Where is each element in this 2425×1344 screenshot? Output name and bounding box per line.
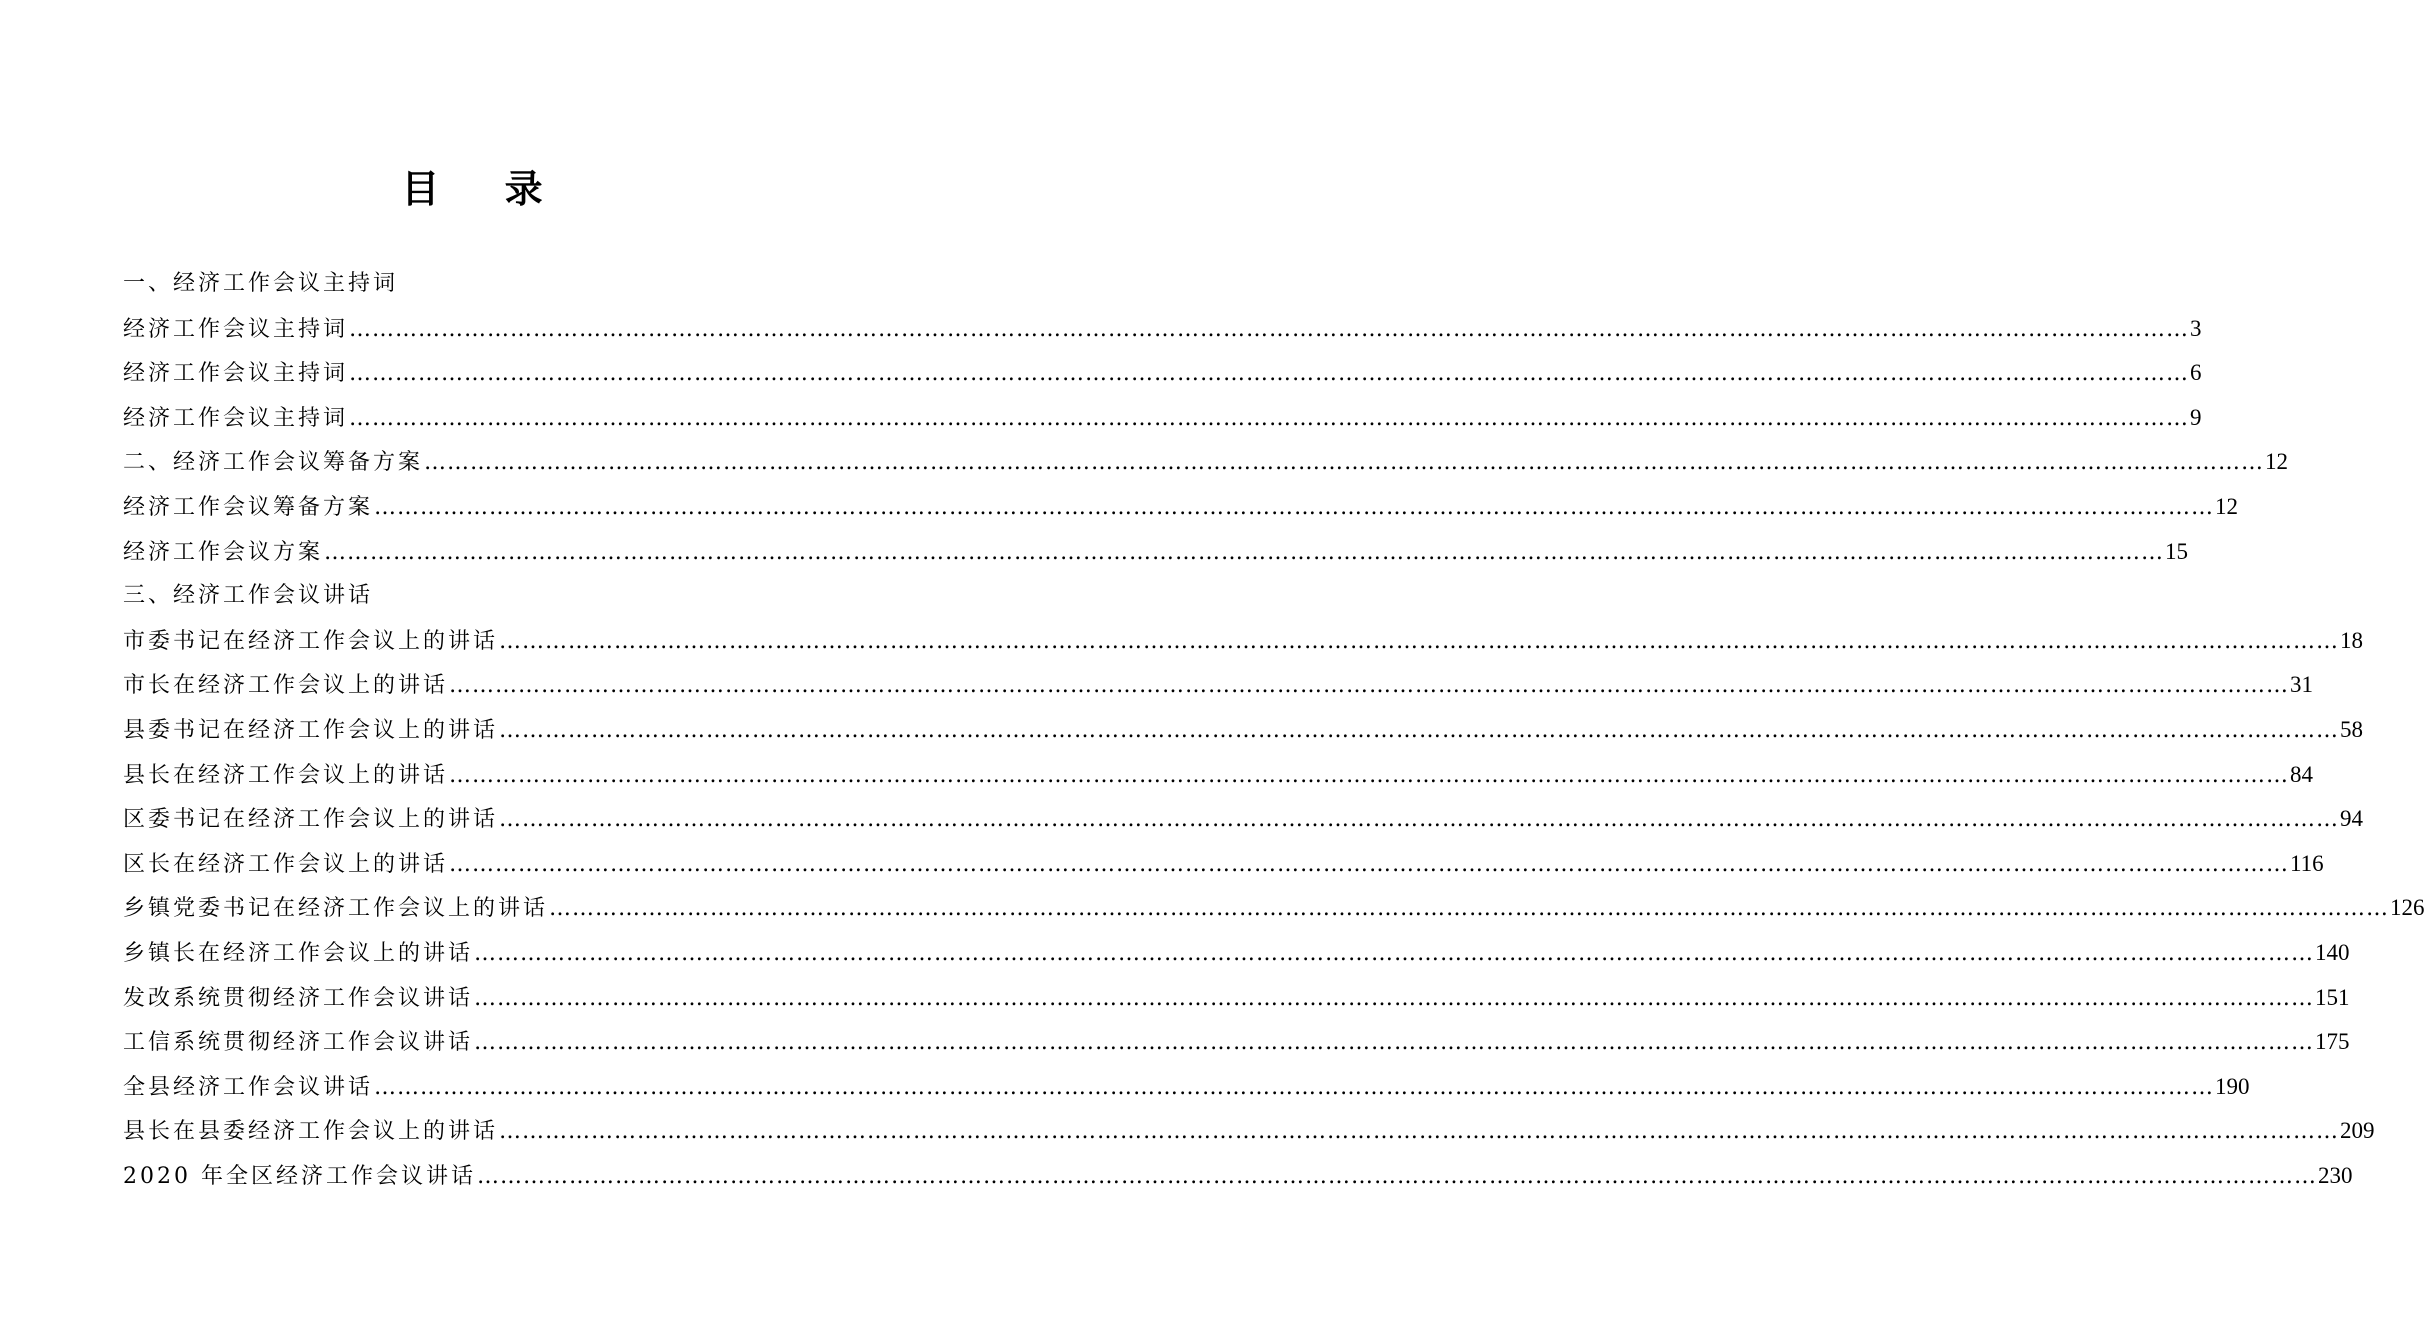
toc-entry[interactable] — [123, 1154, 2353, 1199]
toc-page-number: 31 — [2290, 672, 2314, 698]
toc-entry-title: 发改系统贯彻经济工作会议讲话 — [123, 985, 474, 1011]
toc-entry[interactable] — [123, 485, 2239, 530]
toc-entry-title: 乡镇长在经济工作会议上的讲话 — [123, 940, 474, 966]
toc-page-number: 18 — [2340, 627, 2364, 653]
toc-entry[interactable] — [123, 976, 2350, 1021]
toc-dot-leader: …………………………………………………………………………………………………………………………………………………………………………………………………………………… — [424, 450, 2265, 476]
toc-dot-leader: …………………………………………………………………………………………………………………………………………………………………………………………………………………… — [449, 851, 2290, 877]
toc-entry-title: 三、经济工作会议讲话 — [123, 583, 374, 609]
toc-entry-title: 县长在县委经济工作会议上的讲话 — [123, 1119, 499, 1145]
toc-page-number: 15 — [2165, 538, 2189, 564]
toc-entry-title: 区委书记在经济工作会议上的讲话 — [123, 807, 499, 833]
toc-page-number: 175 — [2315, 1029, 2350, 1055]
toc-page-number: 84 — [2290, 761, 2314, 787]
toc-entry[interactable] — [123, 440, 2289, 485]
toc-entry-title: 经济工作会议筹备方案 — [123, 494, 374, 520]
toc-page-number: 209 — [2340, 1118, 2375, 1144]
toc-page-number: 9 — [2190, 404, 2202, 430]
toc-dot-leader: …………………………………………………………………………………………………………………………………………………………………………………………………………………… — [374, 1074, 2215, 1100]
toc-entry-title: 工信系统贯彻经济工作会议讲话 — [123, 1030, 474, 1056]
toc-dot-leader: …………………………………………………………………………………………………………………………………………………………………………………………………………………… — [499, 807, 2340, 833]
toc-page-number: 116 — [2290, 850, 2324, 876]
toc-dot-leader: …………………………………………………………………………………………………………………………………………………………………………………………………………………… — [549, 896, 2390, 922]
toc-dot-leader: …………………………………………………………………………………………………………………………………………………………………………………………………………………… — [499, 717, 2340, 743]
toc-dot-leader: …………………………………………………………………………………………………………………………………………………………………………………………………………………… — [474, 1030, 2315, 1056]
toc-dot-leader: …………………………………………………………………………………………………………………………………………………………………………………………………………………… — [324, 539, 2165, 565]
toc-page-number: 151 — [2315, 984, 2350, 1010]
toc-section-heading[interactable] — [123, 262, 838, 307]
toc-dot-leader: …………………………………………………………………………………………………………………………………………………………………………………………………………………… — [349, 361, 2190, 387]
toc-entry-title: 全县经济工作会议讲话 — [123, 1074, 374, 1100]
toc-entry-title: 2020 年全区经济工作会议讲话 — [123, 1163, 476, 1189]
toc-entry-title: 经济工作会议方案 — [123, 539, 324, 565]
toc-entry[interactable] — [123, 1020, 2350, 1065]
toc-dot-leader: …………………………………………………………………………………………………………………………………………………………………………………………………………………… — [349, 405, 2190, 431]
toc-entry-title: 经济工作会议主持词 — [123, 361, 349, 387]
toc-page-number: 3 — [2190, 315, 2202, 341]
toc-dot-leader: …………………………………………………………………………………………………………………………………………………………………………………………………………………… — [499, 628, 2340, 654]
toc-page-number: 58 — [2340, 716, 2364, 742]
table-of-contents — [123, 262, 2425, 1198]
toc-page-number: 12 — [2265, 449, 2289, 475]
toc-dot-leader: …………………………………………………………………………………………………………………………………………………………………………………………………………………… — [476, 1163, 2317, 1189]
toc-dot-leader: …………………………………………………………………………………………………………………………………………………………………………………………………………………… — [474, 940, 2315, 966]
toc-entry-title: 经济工作会议主持词 — [123, 316, 349, 342]
toc-page-number: 126 — [2390, 895, 2425, 921]
toc-dot-leader: …………………………………………………………………………………………………………………………………………………………………………………………………………………… — [474, 985, 2315, 1011]
toc-entry-title: 一、经济工作会议主持词 — [123, 271, 399, 296]
toc-entry[interactable] — [123, 931, 2350, 976]
toc-entry[interactable] — [123, 1065, 2250, 1110]
toc-dot-leader: …………………………………………………………………………………………………………………………………………………………………………………………………………………… — [449, 762, 2290, 788]
toc-entry[interactable] — [123, 351, 2202, 396]
toc-page-number: 12 — [2215, 493, 2239, 519]
toc-section-heading[interactable] — [123, 574, 838, 619]
toc-dot-leader: …………………………………………………………………………………………………………………………………………………………………………………………………………………… — [374, 494, 2215, 520]
toc-entry[interactable] — [123, 1109, 2375, 1154]
toc-entry[interactable] — [123, 708, 2364, 753]
toc-entry-title: 二、经济工作会议筹备方案 — [123, 450, 424, 476]
toc-dot-leader: …………………………………………………………………………………………………………………………………………………………………………………………………………………… — [499, 1119, 2340, 1145]
toc-page-number: 140 — [2315, 939, 2350, 965]
toc-entry-title: 市委书记在经济工作会议上的讲话 — [123, 628, 499, 654]
toc-dot-leader: …………………………………………………………………………………………………………………………………………………………………………………………………………………… — [349, 316, 2190, 342]
toc-entry[interactable] — [123, 530, 2189, 575]
toc-entry-title: 县长在经济工作会议上的讲话 — [123, 762, 449, 788]
toc-dot-leader: …………………………………………………………………………………………………………………………………………………………………………………………………………………… — [449, 673, 2290, 699]
toc-page-number: 190 — [2215, 1073, 2250, 1099]
toc-entry[interactable] — [123, 396, 2202, 441]
toc-entry-title: 经济工作会议主持词 — [123, 405, 349, 431]
toc-entry[interactable] — [123, 842, 2324, 887]
toc-page-number: 230 — [2317, 1162, 2353, 1188]
toc-entry[interactable] — [123, 753, 2314, 798]
toc-page-number: 6 — [2190, 360, 2202, 386]
toc-entry[interactable] — [123, 886, 2425, 931]
toc-entry[interactable] — [123, 663, 2314, 708]
toc-entry[interactable] — [123, 307, 2202, 352]
toc-entry-title: 区长在经济工作会议上的讲话 — [123, 851, 449, 877]
toc-entry-title: 市长在经济工作会议上的讲话 — [123, 673, 449, 699]
toc-entry-title: 县委书记在经济工作会议上的讲话 — [123, 717, 499, 743]
page-title: 目 录 — [401, 166, 569, 211]
toc-entry[interactable] — [123, 619, 2364, 664]
toc-entry[interactable] — [123, 797, 2364, 842]
toc-entry-title: 乡镇党委书记在经济工作会议上的讲话 — [123, 896, 549, 922]
toc-page-number: 94 — [2340, 806, 2364, 832]
